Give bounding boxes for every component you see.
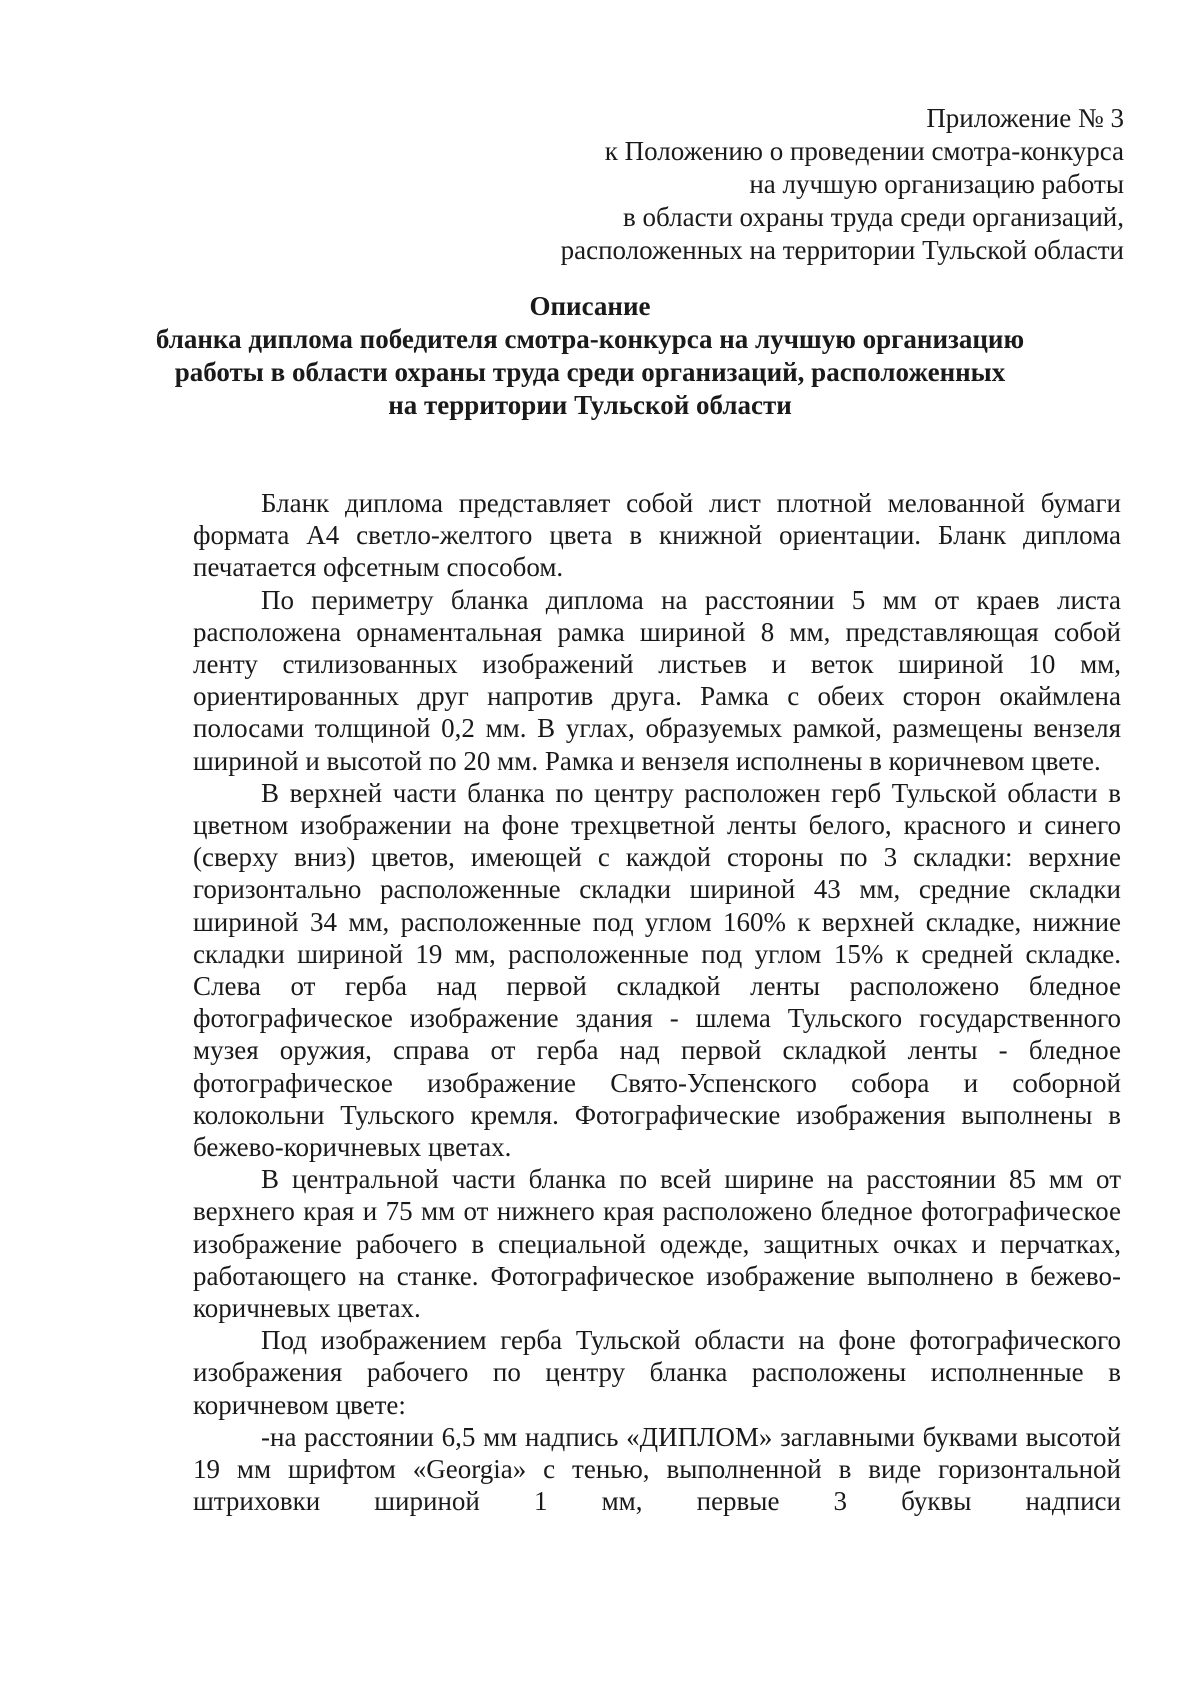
appendix-line: в области охраны труда среди организаций, <box>623 202 1124 232</box>
title-line: работы в области охраны труда среди организаций, расположенных <box>174 357 1006 387</box>
paragraph: Под изображением герба Тульской области на фоне фотографического изображения рабочего по центру бланка расположены исполненные в коричневом цвете: <box>193 1325 1121 1420</box>
appendix-line: на лучшую организацию работы <box>749 169 1124 199</box>
appendix-line: Приложение № 3 <box>926 103 1124 133</box>
appendix-header <box>404 102 1124 267</box>
title-line: Описание <box>529 291 651 321</box>
paragraph: -на расстоянии 6,5 мм надпись «ДИПЛОМ» заглавными буквами высотой 19 мм шрифтом «Georgia» с тенью, выполненной в виде горизонтальной штриховки шириной 1 мм, первые 3 буквы надписи <box>193 1421 1121 1517</box>
paragraph: В верхней части бланка по центру расположен герб Тульской области в цветном изображении на фоне трехцветной ленты белого, красного и синего (сверху вниз) цветов, имеющей с каждой стороны по 3 складки: верхние горизонтально расположенные складки шириной 43 мм, средние складки шириной 34 мм, расположенные под углом 160% к верхней складке, нижние складки шириной 19 мм, расположенные под углом 15% к средней складке. Слева от герба над первой складкой ленты расположено бледное фотографическое изображение здания - шлема Тульского государственного музея оружия, справа от герба над первой складкой ленты - бледное фотографическое изображение Свято-Успенского собора и соборной колокольни Тульского кремля. Фотографические изображения выполнены в бежево-коричневых цветах. <box>193 777 1121 1163</box>
paragraph: В центральной части бланка по всей ширине на расстоянии 85 мм от верхнего края и 75 мм от нижнего края расположено бледное фотографическое изображение рабочего в специальной одежде, защитных очках и перчатках, работающего на станке. Фотографическое изображение выполнено в бежево-коричневых цветах. <box>193 1164 1121 1324</box>
title-line: бланка диплома победителя смотра-конкурса на лучшую организацию <box>155 324 1025 354</box>
document-body <box>193 487 1121 1518</box>
title-line: на территории Тульской области <box>388 390 792 420</box>
document-title <box>150 290 1030 422</box>
paragraph: Бланк диплома представляет собой лист плотной мелованной бумаги формата А4 светло-желтого цвета в книжной ориентации. Бланк диплома печатается офсетным способом. <box>193 488 1121 583</box>
appendix-line: расположенных на территории Тульской области <box>560 235 1124 265</box>
paragraph: По периметру бланка диплома на расстоянии 5 мм от краев листа расположена орнаментальная рамка шириной 8 мм, представляющая собой ленту стилизованных изображений листьев и веток шириной 10 мм, ориентированных друг напротив друга. Рамка с обеих сторон окаймлена полосами толщиной 0,2 мм. В углах, образуемых рамкой, размещены вензеля шириной и высотой по 20 мм. Рамка и вензеля исполнены в коричневом цвете. <box>193 584 1121 776</box>
appendix-line: к Положению о проведении смотра-конкурса <box>604 136 1124 166</box>
